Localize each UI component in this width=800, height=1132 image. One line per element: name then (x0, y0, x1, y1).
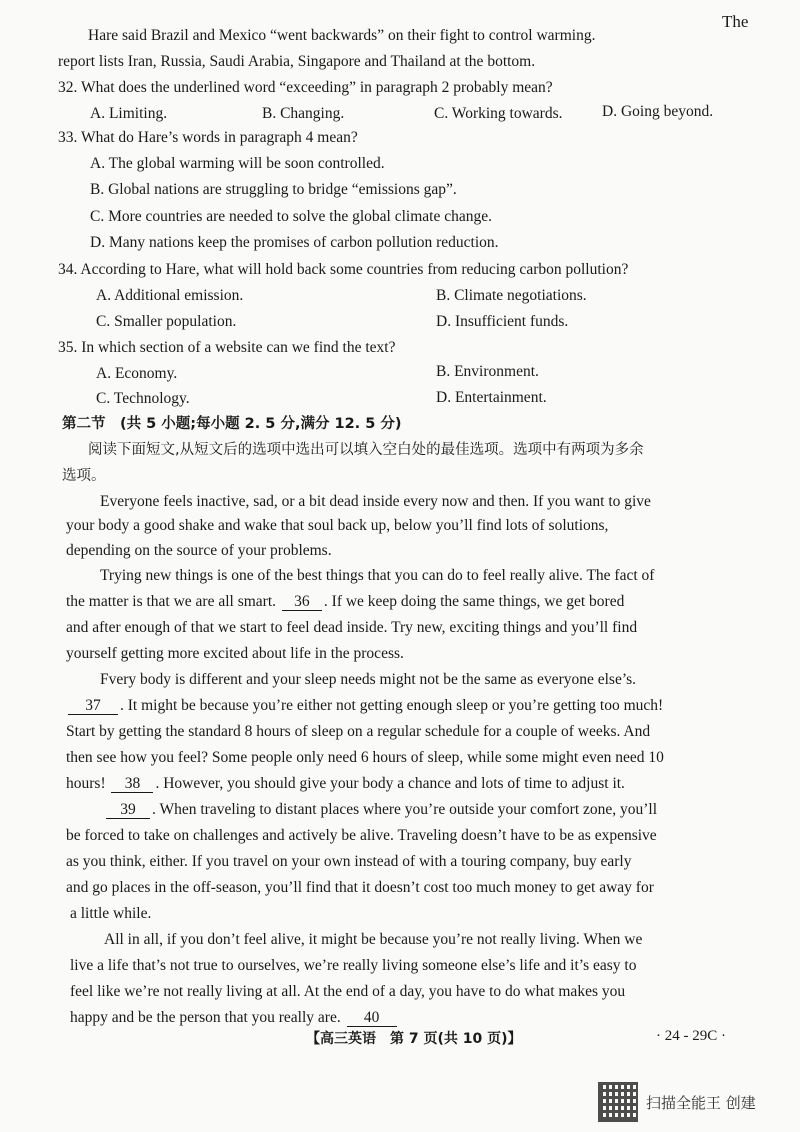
passage-p5-text-a: happy and be the person that you really are. (70, 1009, 341, 1026)
passage-p2-text-a: the matter is that we are all smart. (66, 593, 277, 610)
section-instruction-line-1: 阅读下面短文,从短文后的选项中选出可以填入空白处的最佳选项。选项中有两项为多余 (88, 442, 644, 458)
section-heading: 第二节 (共 5 小题;每小题 2. 5 分,满分 12. 5 分) (62, 416, 402, 432)
question-32-option-a: A. Limiting. (90, 105, 168, 122)
passage-p3-line-1: Fvery body is different and your sleep needs might not be the same as everyone else’s. (100, 671, 637, 688)
passage-p2-line-4: yourself getting more excited about life in the process. (66, 645, 404, 662)
blank-40[interactable]: 40 (347, 1009, 397, 1027)
footer-page-label: 【高三英语 第 7 页(共 10 页)】 (306, 1031, 522, 1047)
passage-p4-line-2: be forced to take on challenges and actively be alive. Traveling doesn’t have to be as expensive (66, 827, 657, 844)
question-32-stem: 32. What does the underlined word “exceeding” in paragraph 2 probably mean? (58, 79, 553, 96)
blank-39[interactable]: 39 (106, 801, 150, 819)
passage-p3-line-5 (66, 774, 625, 794)
passage-p2-line-3: and after enough of that we start to feel dead inside. Try new, exciting things and you’ll find (66, 619, 638, 636)
passage-p1-line-2: your body a good shake and wake that soul back up, below you’ll find lots of solutions, (66, 517, 609, 534)
question-33-option-b: B. Global nations are struggling to bridge “emissions gap”. (90, 181, 457, 198)
intro-line-1: Hare said Brazil and Mexico “went backwards” on their fight to control warming. (88, 27, 596, 44)
question-34-option-c: C. Smaller population. (96, 313, 237, 330)
blank-37[interactable]: 37 (68, 697, 118, 715)
question-35-option-d: D. Entertainment. (436, 389, 547, 406)
passage-p5-line-3: feel like we’re not really living at all. At the end of a day, you have to do what makes you (70, 983, 626, 1000)
question-33-option-d: D. Many nations keep the promises of carbon pollution reduction. (90, 234, 499, 251)
passage-p4-text-b: . When traveling to distant places where you’re outside your comfort zone, you’ll (152, 801, 658, 818)
question-33-option-a: A. The global warming will be soon controlled. (90, 155, 385, 172)
passage-p1-line-1: Everyone feels inactive, sad, or a bit dead inside every now and then. If you want to give (100, 493, 651, 510)
passage-p3-text-c: . However, you should give your body a chance and lots of time to adjust it. (155, 775, 625, 792)
question-33-stem: 33. What do Hare’s words in paragraph 4 mean? (58, 129, 358, 146)
passage-p3-line-2 (66, 696, 663, 716)
question-35-option-a: A. Economy. (96, 365, 178, 382)
passage-p3-text-b: . It might be because you’re either not getting enough sleep or you’re getting too much! (120, 697, 664, 714)
passage-p4-line-1 (104, 800, 657, 820)
passage-p4-line-3: as you think, either. If you travel on your own instead of with a touring company, buy early (66, 853, 632, 870)
question-35-option-b: B. Environment. (436, 363, 539, 380)
section-instruction-line-2: 选项。 (62, 468, 106, 484)
question-34-option-b: B. Climate negotiations. (436, 287, 587, 304)
footer-code: · 24 - 29C · (656, 1028, 726, 1044)
corner-word: The (722, 12, 749, 31)
passage-p4-line-5: a little while. (70, 905, 152, 922)
question-34-option-d: D. Insufficient funds. (436, 313, 569, 330)
question-32-option-d: D. Going beyond. (602, 103, 714, 120)
passage-p5-line-1: All in all, if you don’t feel alive, it might be because you’re not really living. When we (104, 931, 643, 948)
passage-p4-line-4: and go places in the off-season, you’ll find that it doesn’t cost too much money to get away for (66, 879, 654, 896)
qr-code-icon (598, 1082, 638, 1122)
scanner-watermark: 扫描全能王 创建 (646, 1094, 756, 1112)
passage-p3-text-a: hours! (66, 775, 106, 792)
passage-p5-line-4 (70, 1008, 399, 1028)
passage-p5-line-2: live a life that’s not true to ourselves, we’re really living someone else’s life and it’s easy to (70, 957, 637, 974)
blank-38[interactable]: 38 (111, 775, 153, 793)
passage-p3-line-4: then see how you feel? Some people only need 6 hours of sleep, while some might even need 10 (66, 749, 664, 766)
question-32-option-b: B. Changing. (262, 105, 345, 122)
passage-p3-line-3: Start by getting the standard 8 hours of sleep on a regular schedule for a couple of weeks. And (66, 723, 651, 740)
question-35-stem: 35. In which section of a website can we find the text? (58, 339, 396, 356)
passage-p2-text-b: . If we keep doing the same things, we get bored (323, 593, 625, 610)
question-35-option-c: C. Technology. (96, 390, 190, 407)
question-33-option-c: C. More countries are needed to solve the global climate change. (90, 208, 492, 225)
question-32-option-c: C. Working towards. (434, 105, 563, 122)
passage-p2-line-2 (66, 592, 624, 612)
question-34-option-a: A. Additional emission. (96, 287, 244, 304)
passage-p1-line-3: depending on the source of your problems. (66, 542, 332, 559)
intro-line-2: report lists Iran, Russia, Saudi Arabia, Singapore and Thailand at the bottom. (58, 53, 536, 70)
question-34-stem: 34. According to Hare, what will hold back some countries from reducing carbon pollution? (58, 261, 629, 278)
blank-36[interactable]: 36 (282, 593, 322, 611)
passage-p2-line-1: Trying new things is one of the best things that you can do to feel really alive. The fact of (100, 567, 655, 584)
